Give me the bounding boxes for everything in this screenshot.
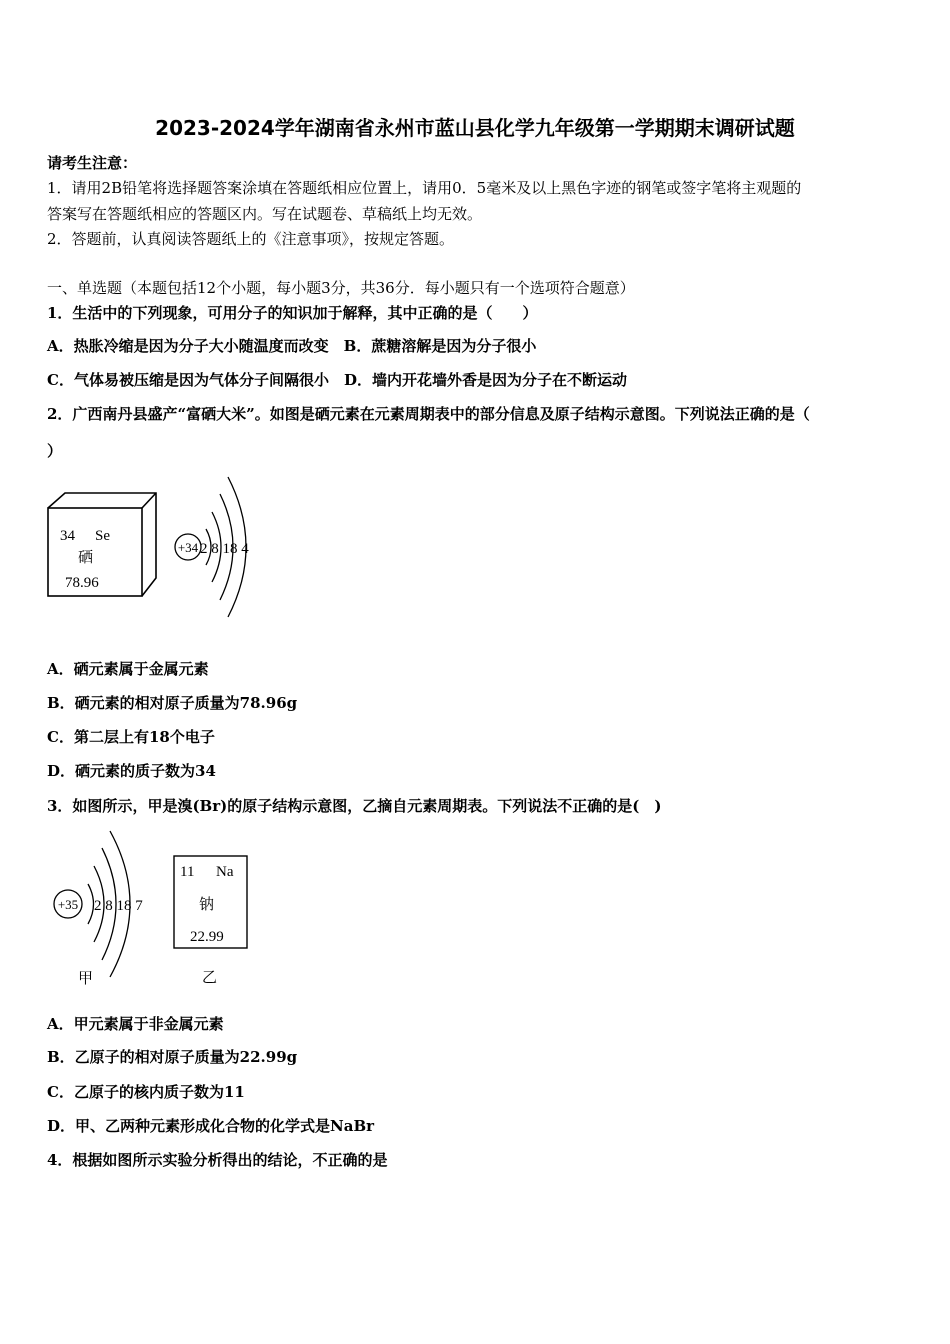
q3-stem: 3．如图所示，甲是溴(Br)的原子结构示意图，乙摘自元素周期表。下列说法不正确的是( ) bbox=[47, 797, 662, 815]
q2-stem: 2．广西南丹县盛产“富硒大米”。如图是硒元素在元素周期表中的部分信息及原子结构示意图。下列说法正确的是（ bbox=[47, 405, 810, 423]
q4-stem: 4．根据如图所示实验分析得出的结论，不正确的是 bbox=[47, 1151, 388, 1169]
q3-nucleus-charge: +35 bbox=[57, 897, 79, 912]
q3-element-symbol: Na bbox=[216, 864, 234, 880]
q3-option-a: A．甲元素属于非金属元素 bbox=[47, 1015, 224, 1033]
q3-option-d: D．甲、乙两种元素形成化合物的化学式是NaBr bbox=[47, 1117, 375, 1135]
q2-stem-continued: ） bbox=[47, 442, 63, 460]
q2-option-c: C．第二层上有18个电子 bbox=[47, 728, 215, 746]
q3-option-b: B．乙原子的相对原子质量为22.99g bbox=[47, 1048, 298, 1066]
notice-line-2: 答案写在答题纸相应的答题区内。写在试题卷、草稿纸上均无效。 bbox=[47, 205, 483, 223]
q2-element-symbol: Se bbox=[95, 528, 110, 544]
q3-label-jia: 甲 bbox=[78, 971, 94, 987]
q2-electron-shells: 2 8 18 4 bbox=[200, 541, 249, 557]
q2-element-name: 硒 bbox=[78, 550, 94, 566]
q2-atomic-number: 34 bbox=[60, 528, 75, 544]
q2-atom-diagram bbox=[170, 472, 275, 622]
q3-atomic-mass: 22.99 bbox=[190, 929, 224, 945]
q2-atomic-mass: 78.96 bbox=[65, 575, 99, 591]
notice-line-1: 1．请用2B铅笔将选择题答案涂填在答题纸相应位置上，请用0．5毫米及以上黑色字迹的钢笔或签字笔将主观题的 bbox=[47, 179, 802, 197]
section-heading: 一、单选题（本题包括12个小题，每小题3分，共36分．每小题只有一个选项符合题意） bbox=[47, 279, 635, 297]
q2-element-card bbox=[45, 490, 160, 605]
notice-heading: 请考生注意： bbox=[47, 154, 138, 172]
q2-option-d: D．硒元素的质子数为34 bbox=[47, 762, 216, 780]
q1-stem: 1．生活中的下列现象，可用分子的知识加于解释，其中正确的是（ ） bbox=[47, 304, 538, 322]
q2-option-b: B．硒元素的相对原子质量为78.96g bbox=[47, 694, 298, 712]
q3-element-name: 钠 bbox=[199, 897, 215, 913]
q1-options-row-2: C．气体易被压缩是因为气体分子间隔很小 D．墙内开花墙外香是因为分子在不断运动 bbox=[47, 371, 627, 389]
q3-atomic-number: 11 bbox=[180, 864, 195, 880]
q3-electron-shells: 2 8 18 7 bbox=[94, 898, 143, 914]
notice-line-3: 2．答题前，认真阅读答题纸上的《注意事项》，按规定答题。 bbox=[47, 230, 455, 248]
q3-option-c: C．乙原子的核内质子数为11 bbox=[47, 1083, 245, 1101]
page-title: 2023-2024学年湖南省永州市蓝山县化学九年级第一学期期末调研试题 bbox=[155, 116, 795, 140]
q3-atom-diagram bbox=[50, 826, 165, 991]
q1-options-row-1: A．热胀冷缩是因为分子大小随温度而改变 B．蔗糖溶解是因为分子很小 bbox=[47, 337, 537, 355]
q3-element-card bbox=[170, 852, 255, 992]
q2-option-a: A．硒元素属于金属元素 bbox=[47, 660, 209, 678]
q2-nucleus-charge: +34 bbox=[177, 540, 199, 555]
q3-label-yi: 乙 bbox=[202, 970, 218, 986]
